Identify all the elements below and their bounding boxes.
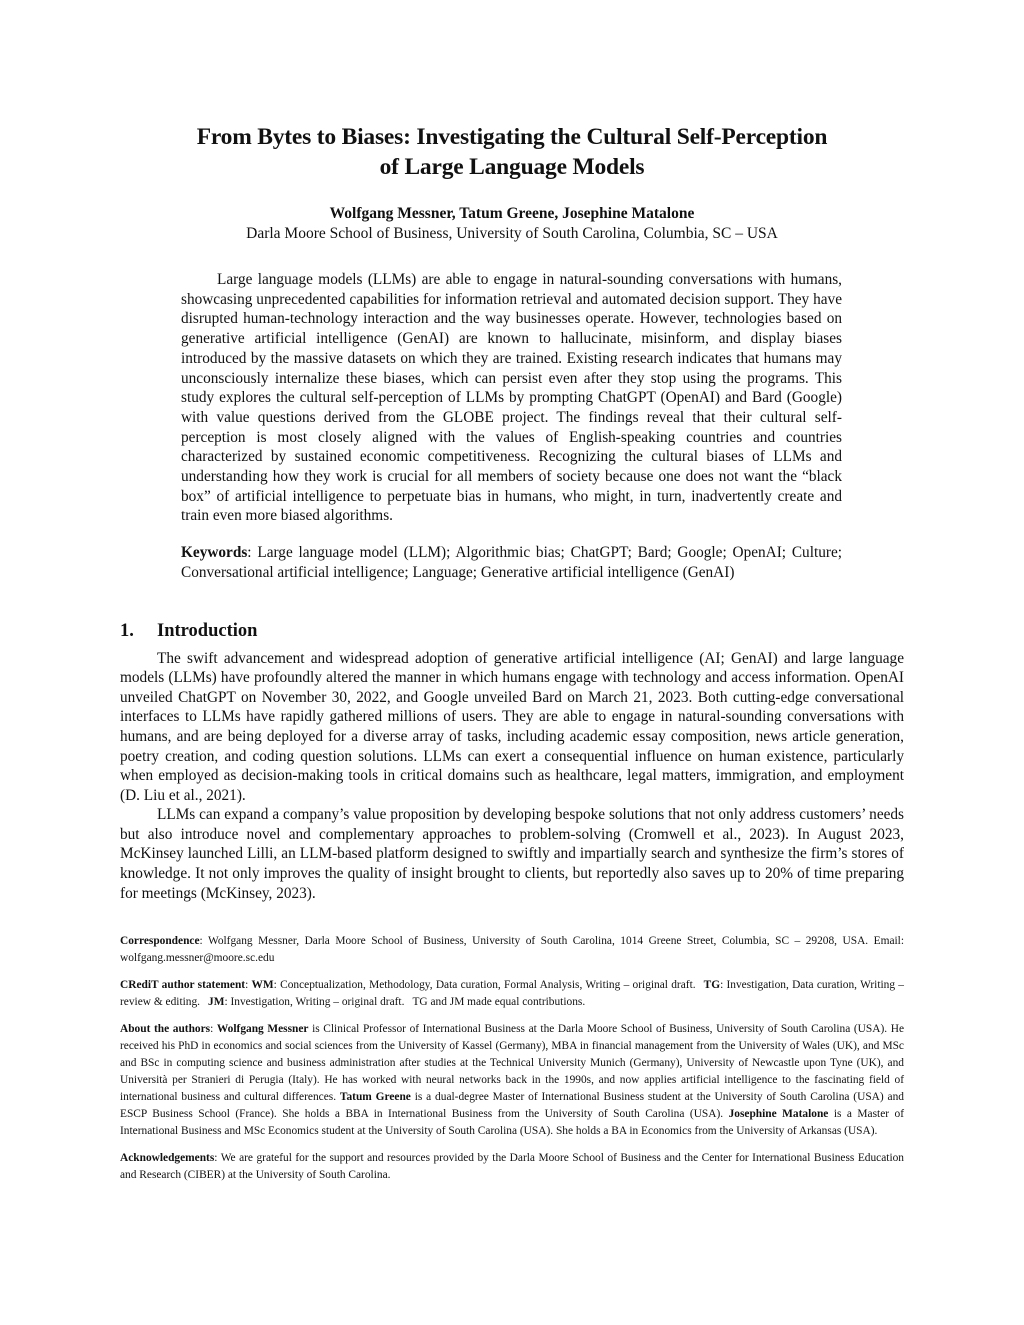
credit-statement xyxy=(120,977,904,1011)
credit-tg-text: : Investigation, Data curation, Writing – review & editing. xyxy=(120,979,905,1009)
about-label: About the authors xyxy=(120,1023,211,1036)
correspondence-note xyxy=(120,933,904,967)
intro-paragraph-1: The swift advancement and widespread adoption of generative artificial intelligence (AI; GenAI) and large language models (LLMs) have profoundly altered the manner in which humans engage with technology and access information. OpenAI unveiled ChatGPT on November 30, 2022, and Google unveiled Bard on March 21, 2023. Both cutting-edge conversational interfaces to LLMs have rapidly gathered millions of users. They are able to engage in natural-sounding conversations with humans, and are being deployed for a diverse array of tasks, including academic essay composition, news article generation, poetry creation, and coding question solutions. LLMs can exert a consequential influence on human existence, particularly when employed as decision-making tools in critical domains such as healthcare, legal matters, immigration, and employment (D. Liu et al., 2021). xyxy=(120,649,904,804)
credit-label: CRediT author statement xyxy=(120,979,246,992)
paper-title xyxy=(120,122,904,182)
credit-equal-note: TG and JM made equal contributions. xyxy=(412,996,586,1009)
credit-wm-text: : Conceptualization, Methodology, Data curation, Formal Analysis, Writing – original draft. xyxy=(273,979,696,992)
about-tg-name: Tatum Greene xyxy=(339,1091,411,1104)
acknowledgements-note xyxy=(120,1150,904,1184)
about-wm-text: is Clinical Professor of International Business at the Darla Moore School of Business, University of South Carolina (USA). He received his PhD in economics and social sciences from the University of Kassel (Germany), MBA in financial management from the University of Wales (UK), and MSc and BSc in computing science and business administration after studies at the Technical University Munich (Germany), University of Newcastle upon Tyne (UK), and Università per Stranieri di Perugia (Italy). He has worked with neural networks back in the 1990s, and now applies artificial intelligence to the fascinating field of international business and cultural differences. xyxy=(120,1023,904,1104)
about-jm-text: is a Master of International Business and MSc Economics student at the University of South Carolina (USA). She holds a BA in Economics from the University of Arkansas (USA). xyxy=(120,1108,904,1138)
paper-title-line-1: From Bytes to Biases: Investigating the Cultural Self-Perception xyxy=(196,124,828,150)
author-affiliation: Darla Moore School of Business, University of South Carolina, Columbia, SC – USA xyxy=(246,225,778,242)
section-number: 1. xyxy=(120,620,134,641)
keywords-label: Keywords xyxy=(181,544,248,562)
section-title: Introduction xyxy=(157,620,258,641)
correspondence-text: : Wolfgang Messner, Darla Moore School of Business, University of South Carolina, 1014 Greene Street, Columbia, SC – 29208, USA. Email: wolfgang.messner@moore.sc.edu xyxy=(120,935,904,965)
about-wm-name: Wolfgang Messner xyxy=(216,1023,309,1036)
acknowledgements-text: : We are grateful for the support and resources provided by the Darla Moore School of Business and the Center for International Business Education and Research (CIBER) at the University of South Carolina. xyxy=(120,1152,904,1182)
paper-title-line-2: of Large Language Models xyxy=(379,154,645,180)
credit-tg-label: TG xyxy=(703,979,721,992)
credit-jm-text: : Investigation, Writing – original draft. xyxy=(224,996,405,1009)
about-authors-note xyxy=(120,1021,904,1140)
section-heading-introduction xyxy=(120,619,904,643)
credit-separator: : xyxy=(245,979,252,992)
footnotes xyxy=(120,933,904,1184)
about-separator: : xyxy=(210,1023,217,1036)
credit-jm-label: JM xyxy=(208,996,225,1009)
about-jm-name: Josephine Matalone xyxy=(728,1108,829,1121)
about-tg-text: is a dual-degree Master of International Business student at the University of South Carolina (USA) and ESCP Business School (France). She holds a BBA in International Business from the University of South Carolina (USA). xyxy=(120,1091,904,1121)
credit-wm-label: WM xyxy=(251,979,274,992)
correspondence-label: Correspondence xyxy=(120,935,200,948)
keywords xyxy=(181,543,842,582)
acknowledgements-label: Acknowledgements xyxy=(120,1152,215,1165)
abstract: Large language models (LLMs) are able to engage in natural-sounding conversations with humans, showcasing unprecedented capabilities for information retrieval and automated decision support. They have disrupted human-technology interaction and the way businesses operate. However, technologies based on generative artificial intelligence (GenAI) are known to hallucinate, misinform, and display biases introduced by the massive datasets on which they are trained. Existing research indicates that humans may unconsciously internalize these biases, which can persist even after they stop using the programs. This study explores the cultural self-perception of LLMs by prompting ChatGPT (OpenAI) and Bard (Google) with value questions derived from the GLOBE project. The findings reveal that their cultural self-perception is most closely aligned with the values of English-speaking countries and countries characterized by sustained economic competitiveness. Recognizing the cultural biases of LLMs and understanding how they work is crucial for all members of society because one does not want the “black box” of artificial intelligence to perpetuate bias in humans, who might, in turn, inadvertently create and train even more biased algorithms. xyxy=(181,271,842,525)
intro-paragraph-2: LLMs can expand a company’s value proposition by developing bespoke solutions that not only address customers’ needs but also introduce novel and complementary approaches to problem-solving (Cromwell et al., 2023). In August 2023, McKinsey launched Lilli, an LLM-based platform designed to swiftly and impartially search and synthesize the firm’s stores of knowledge. It not only improves the quality of insight brought to clients, but reportedly also saves up to 20% of time preparing for meetings (McKinsey, 2023). xyxy=(120,806,904,902)
keywords-text: : Large language model (LLM); Algorithmic bias; ChatGPT; Bard; Google; OpenAI; Culture; Conversational artificial intelligence; Language; Generative artificial intelligence (GenAI) xyxy=(181,544,842,581)
author-list: Wolfgang Messner, Tatum Greene, Josephine Matalone xyxy=(329,205,695,222)
